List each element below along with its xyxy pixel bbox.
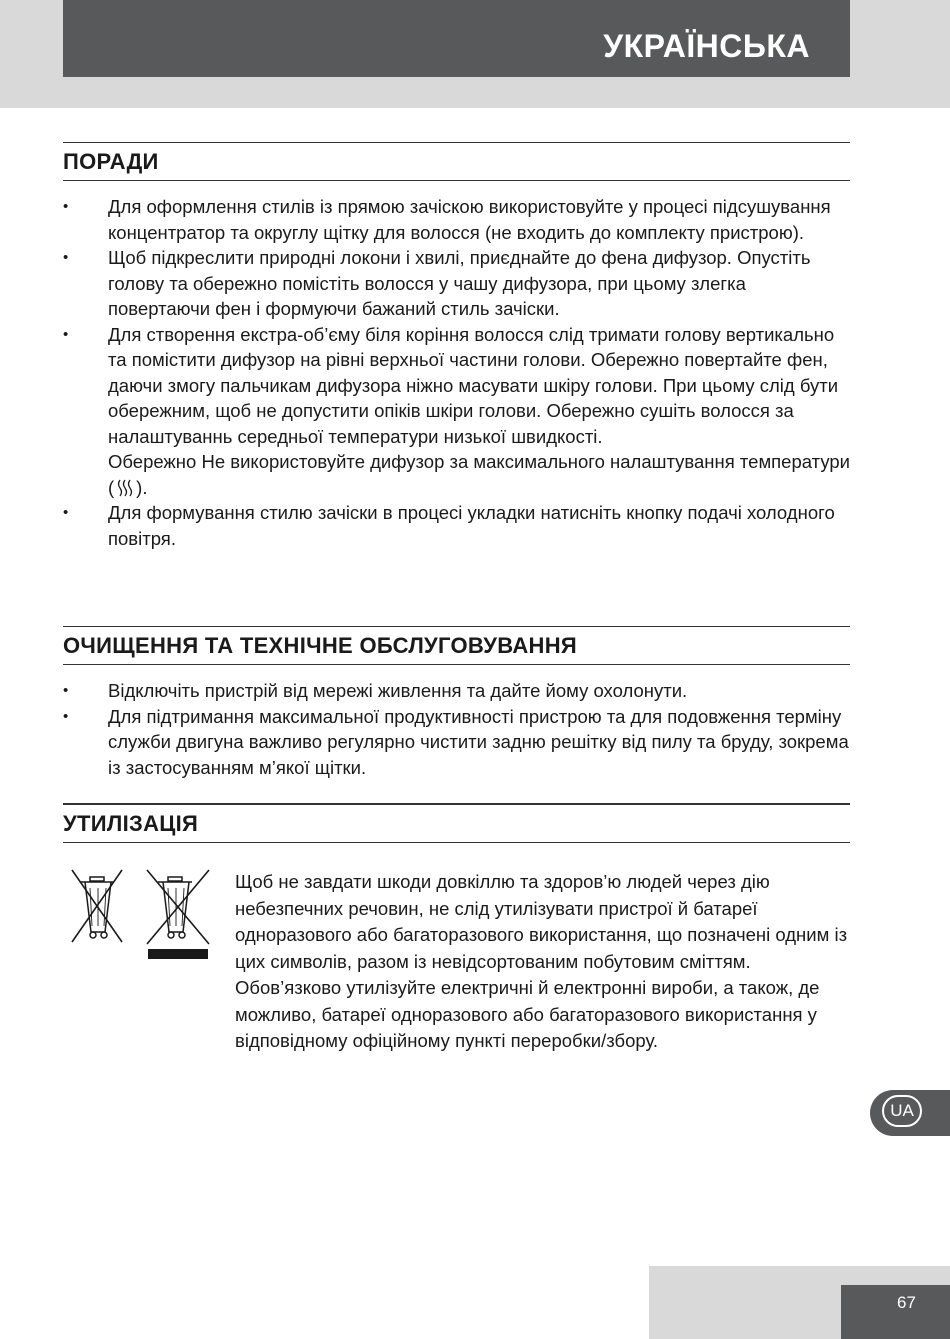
list-item-note — [108, 449, 850, 500]
page-number: 67 — [897, 1293, 916, 1312]
max-heat-icon — [114, 479, 136, 497]
tips-heading-bar — [63, 142, 850, 181]
list-item — [63, 704, 850, 781]
cleaning-list — [63, 678, 850, 780]
cleaning-heading-bar — [63, 626, 850, 665]
list-item-text: Щоб підкреслити природні локони і хвилі, приєднайте до фена дифузор. Опустіть голову та обережно помістіть волосся у чашу дифузора, при цьому злегка повертаючи фен і формуючи бажаний стиль зачіски. — [108, 247, 811, 319]
language-tab — [870, 1090, 950, 1136]
disposal-heading-bar — [63, 803, 850, 843]
list-item — [63, 194, 850, 245]
list-item — [63, 322, 850, 501]
tips-heading: ПОРАДИ — [63, 149, 159, 174]
list-item-text: Відключіть пристрій від мережі живлення та дайте йому охолонути. — [108, 680, 688, 701]
cleaning-heading: ОЧИЩЕННЯ ТА ТЕХНІЧНЕ ОБСЛУГОВУВАННЯ — [63, 633, 578, 658]
tips-list — [63, 194, 850, 551]
language-title: УКРАЇНСЬКА — [603, 28, 810, 64]
list-item-text: Для оформлення стилів із прямою зачіскою використовуйте у процесі підсушування концентратор та округлу щітку для волосся (не входить до комплекту пристрою). — [108, 196, 831, 243]
page-number-box — [841, 1285, 950, 1339]
disposal-text: Щоб не завдати шкоди довкіллю та здоров’ю людей через дію небезпечних речовин, не слід утилізувати пристрої й батареї одноразового або багаторазового використання, що позначені одним із цих символів, разом із невідсортованим побутовим сміттям. Обов’язково утилізуйте електричні й електронні вироби, а також, де можливо, батареї одноразового або багаторазового використання у відповідному офіційному пункті переробки/збору. — [235, 871, 848, 1051]
disposal-symbols — [68, 868, 213, 964]
list-item — [63, 245, 850, 322]
language-header — [63, 0, 850, 77]
note-prefix: Обережно Не використовуйте дифузор за максимального налаштування температури ( — [108, 451, 850, 498]
list-item — [63, 500, 850, 551]
note-suffix: ). — [136, 476, 148, 498]
list-item-text: Для підтримання максимальної продуктивності пристрою та для подовження терміну служби двигуна важливо регулярно чистити задню решітку від пилу та бруду, зокрема із застосуванням м’якої щітки. — [108, 705, 849, 778]
list-item-text: • Для створення екстра-об’єму біля коріння волосся слід тримати голову вертикально та помістити дифузор на рівні верхньої частини голови. Обережно повертайте фен, даючи змогу пальчикам дифузора ніжно масувати шкіру голови. При цьому слід бути обережним, щоб не допустити опіків шкіри голови. Обережно сушіть волосся за налаштуваннь середньої температури низької швидкості. — [108, 323, 839, 447]
disposal-heading: УТИЛІЗАЦІЯ — [63, 811, 199, 836]
list-item — [63, 678, 850, 704]
crossed-bin-icon — [72, 870, 122, 942]
language-badge: UA — [882, 1095, 922, 1127]
list-item-text: Для формування стилю зачіски в процесі укладки натисніть кнопку подачі холодного повітря. — [108, 502, 835, 549]
crossed-bin-with-bar-icon — [147, 870, 209, 959]
